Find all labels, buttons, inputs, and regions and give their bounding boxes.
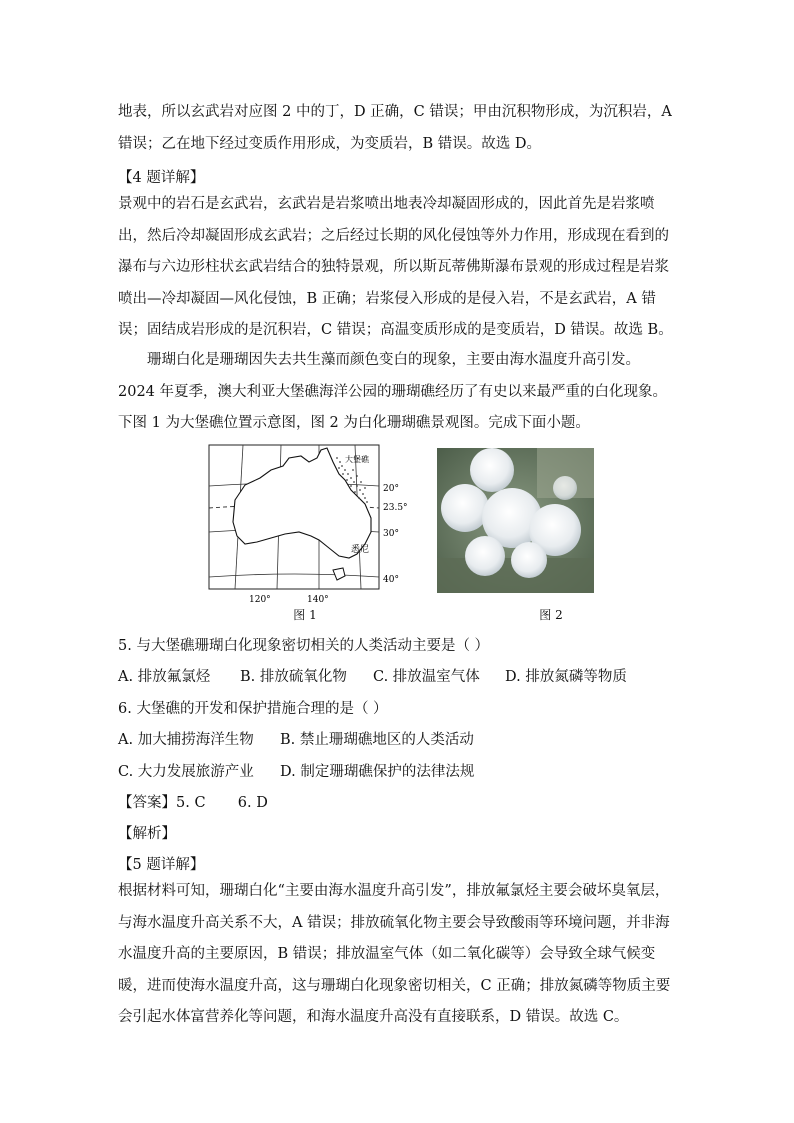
q6-option-b[interactable]: B. 禁止珊瑚礁地区的人类活动 — [280, 732, 474, 748]
paragraph-q3-conclusion: 地表，所以玄武岩对应图 2 中的丁，D 正确，C 错误；甲由沉积物形成，为沉积岩，A 错误；乙在地下经过变质作用形成，为变质岩，B 错误。故选 D。 — [118, 104, 672, 152]
paragraph-q4-explanation: 景观中的岩石是玄武岩，玄武岩是岩浆喷出地表冷却凝固形成的，因此首先是岩浆喷出，然后冷却凝固形成玄武岩；之后经过长期的风化侵蚀等外力作用，形成现在看到的瀑布与六边形柱状玄武岩结合的独特景观，所以斯瓦蒂佛斯瀑布景观的形成过程是岩浆喷出—冷却凝固—风化侵蚀，B 正确；岩浆侵入形成的是侵入岩，不是玄武岩，A 错误；固结成岩形成的是沉积岩，C 错误；高温变质形成的是变质岩，D 错误。故选 B。 — [118, 196, 673, 338]
q5-option-d[interactable]: D. 排放氮磷等物质 — [505, 669, 627, 685]
figure2-coral-photo — [437, 448, 594, 593]
reef-label: 大堡礁 — [345, 455, 369, 464]
q4-heading: 【4 题详解】 — [118, 170, 205, 186]
answer-line — [118, 791, 268, 812]
lat-label-23-5: 23.5° — [383, 503, 408, 513]
q5-stem: 5. 与大堡礁珊瑚白化现象密切相关的人类活动主要是（ ） — [118, 638, 490, 654]
q6-option-a[interactable]: A. 加大捕捞海洋生物 — [118, 732, 254, 748]
q6-option-d[interactable]: D. 制定珊瑚礁保护的法律法规 — [280, 764, 475, 780]
australia-map-svg — [205, 440, 410, 605]
figure2-caption: 图 2 — [539, 608, 563, 622]
answer-label: 【答案】 — [118, 795, 176, 811]
lon-label-140: 140° — [307, 595, 329, 605]
q6-stem: 6. 大堡礁的开发和保护措施合理的是（ ） — [118, 701, 388, 717]
paragraph-coral-material: 珊瑚白化是珊瑚因失去共生藻而颜色变白的现象，主要由海水温度升高引发。2024 年夏季，澳大利亚大堡礁海洋公园的珊瑚礁经历了有史以来最严重的白化现象。下图 1 为大堡礁位置示意图，图 2 为白化珊瑚礁景观图。完成下面小题。 — [118, 352, 668, 431]
answer-values: 5. C 6. D — [176, 795, 268, 811]
lon-label-120: 120° — [249, 595, 271, 605]
lat-label-30: 30° — [383, 529, 399, 539]
q6-option-c[interactable]: C. 大力发展旅游产业 — [118, 764, 254, 780]
paragraph-q5-explanation: 根据材料可知，珊瑚白化“主要由海水温度升高引发”，排放氟氯烃主要会破坏臭氧层，与海水温度升高关系不大，A 错误；排放硫氧化物主要会导致酸雨等环境问题，并非海水温度升高的主要原因，B 错误；排放温室气体（如二氧化碳等）会导致全球气候变暖，进而使海水温度升高，这与珊瑚白化现象密切相关，C 正确；排放氮磷等物质主要会引起水体富营养化等问题，和海水温度升高没有直接联系，D 错误。故选 C。 — [118, 883, 671, 1025]
q6-options-row1 — [118, 728, 474, 749]
lat-label-40: 40° — [383, 575, 399, 585]
analysis-label: 【解析】 — [118, 826, 176, 842]
q5-options — [118, 665, 627, 686]
figure1-caption: 图 1 — [293, 608, 317, 622]
q5-heading: 【5 题详解】 — [118, 857, 205, 873]
q5-option-a[interactable]: A. 排放氟氯烃 — [118, 669, 211, 685]
figure1-australia-map — [205, 440, 410, 605]
lat-label-20: 20° — [383, 484, 399, 494]
coral-photo-svg — [437, 448, 594, 593]
q5-option-c[interactable]: C. 排放温室气体 — [373, 669, 480, 685]
city-label-sydney: 悉尼 — [351, 545, 370, 555]
q6-options-row2 — [118, 760, 474, 781]
q5-option-b[interactable]: B. 排放硫氧化物 — [240, 669, 347, 685]
